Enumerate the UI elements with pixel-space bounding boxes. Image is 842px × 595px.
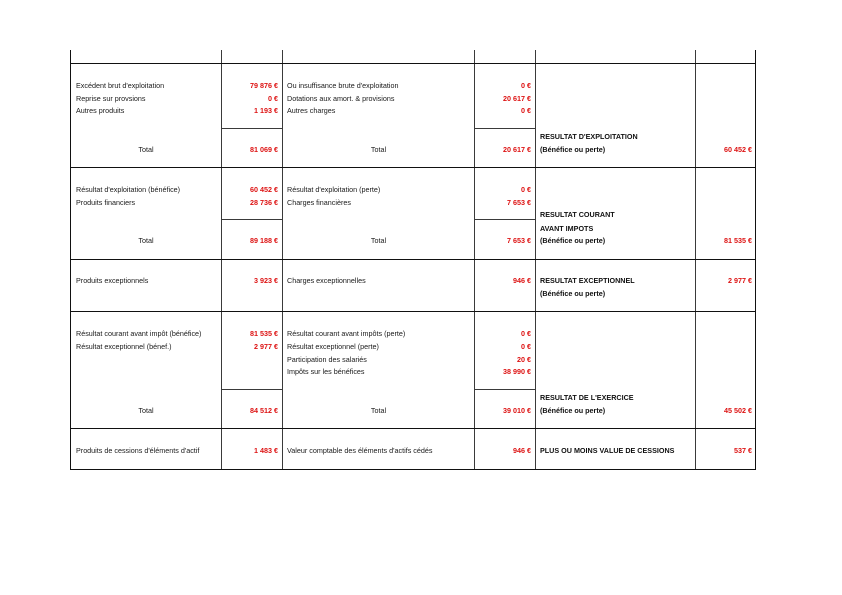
left-line-label: Reprise sur provsions [76,94,146,103]
result-amount: 45 502 € [724,406,752,415]
right-line-amount: 20 € [517,355,531,364]
left-line-label: Produits de cessions d'éléments d'actif [76,446,200,455]
right-total-amount: 7 653 € [507,236,531,245]
right-line-amount: 0 € [521,329,531,338]
right-line-label: Autres charges [287,106,336,115]
left-line-label: Autres produits [76,106,125,115]
left-line-amount: 2 977 € [254,342,278,351]
right-line-amount: 0 € [521,342,531,351]
right-line-amount: 0 € [521,81,531,90]
right-line-amount: 0 € [521,106,531,115]
right-line-label: Impôts sur les bénéfices [287,367,365,376]
total-separator [474,389,536,390]
left-line-label: Excédent brut d'exploitation [76,81,165,90]
right-line-label: Dotations aux amort. & provisions [287,94,395,103]
result-amount: 60 452 € [724,145,752,154]
left-total-label: Total [138,406,154,415]
left-line-label: Résultat exceptionnel (bénef.) [76,342,172,351]
left-line-label: Résultat d'exploitation (bénéfice) [76,185,181,194]
section-separator [70,311,756,312]
right-line-label: Résultat exceptionnel (perte) [287,342,379,351]
result-title: RESULTAT DE L'EXERCICE [540,393,634,402]
left-line-amount: 1 193 € [254,106,278,115]
section-separator [70,167,756,168]
result-title: RESULTAT COURANT [540,210,615,219]
right-line-label: Résultat d'exploitation (perte) [287,185,381,194]
section-separator [70,428,756,429]
total-separator [474,219,536,220]
table-border-bottom [70,469,756,470]
result-title: RESULTAT D'EXPLOITATION [540,132,638,141]
right-line-amount: 7 653 € [507,198,531,207]
left-total-amount: 84 512 € [250,406,278,415]
left-line-label: Produits exceptionnels [76,276,149,285]
result-subtitle: (Bénéfice ou perte) [540,289,606,298]
result-title: RESULTAT EXCEPTIONNEL [540,276,635,285]
total-separator [221,389,283,390]
right-total-label: Total [370,236,387,245]
result-amount: 2 977 € [728,276,752,285]
right-line-label: Participation des salariés [287,355,367,364]
right-total-label: Total [370,145,387,154]
total-separator [474,128,536,129]
right-line-amount: 20 617 € [503,94,531,103]
left-line-amount: 0 € [268,94,278,103]
left-line-amount: 81 535 € [250,329,278,338]
left-total-amount: 81 069 € [250,145,278,154]
left-line-amount: 60 452 € [250,185,278,194]
left-line-amount: 1 483 € [254,446,278,455]
left-line-amount: 79 876 € [250,81,278,90]
left-line-amount: 3 923 € [254,276,278,285]
right-line-label: Valeur comptable des éléments d'actifs cédés [287,446,433,455]
result-subtitle: (Bénéfice ou perte) [540,145,606,154]
right-total-label: Total [370,406,387,415]
total-separator [221,128,283,129]
right-line-amount: 38 990 € [503,367,531,376]
left-total-amount: 89 188 € [250,236,278,245]
total-separator [221,219,283,220]
result-amount: 81 535 € [724,236,752,245]
section-separator [70,259,756,260]
column-divider [535,50,536,470]
left-line-amount: 28 736 € [250,198,278,207]
left-line-label: Résultat courant avant impôt (bénéfice) [76,329,202,338]
left-total-label: Total [138,236,154,245]
right-line-label: Charges financières [287,198,351,207]
result-subtitle: (Bénéfice ou perte) [540,236,606,245]
left-line-label: Produits financiers [76,198,136,207]
right-line-amount: 946 € [513,446,531,455]
result-title: PLUS OU MOINS VALUE DE CESSIONS [540,446,675,455]
right-line-label: Ou insuffisance brute d'exploitation [287,81,399,90]
right-line-label: Charges exceptionnelles [287,276,366,285]
table-border-right [755,50,756,470]
right-line-amount: 946 € [513,276,531,285]
right-line-label: Résultat courant avant impôts (perte) [287,329,406,338]
section-separator [70,63,756,64]
right-line-amount: 0 € [521,185,531,194]
result-title-line2: AVANT IMPOTS [540,224,594,233]
right-total-amount: 20 617 € [503,145,531,154]
left-total-label: Total [138,145,154,154]
result-amount: 537 € [734,446,752,455]
result-subtitle: (Bénéfice ou perte) [540,406,606,415]
right-total-amount: 39 010 € [503,406,531,415]
